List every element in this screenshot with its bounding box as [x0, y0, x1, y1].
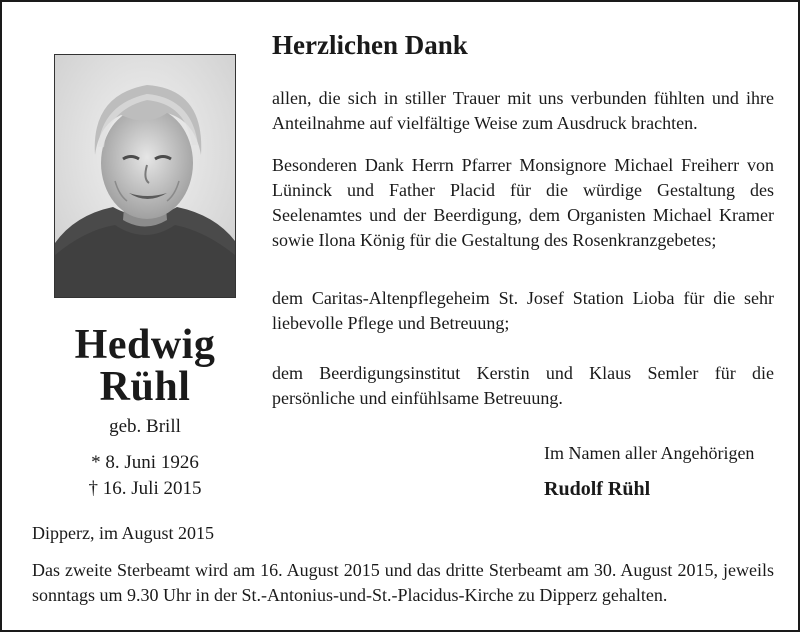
signature-name: Rudolf Rühl [544, 478, 651, 500]
death-date: † 16. Juli 2015 [88, 478, 202, 499]
thanks-paragraph: Besonderen Dank Herrn Pfarrer Monsignore Michael Freiherr von Lüninck und Father Placid für die würdige Gestaltung des Seelenamtes und der Beerdigung, dem Organisten Michael Kramer sowie Ilona König für die Gestaltung des Rosenkranzgebetes; [272, 155, 774, 250]
thanks-paragraph: dem Caritas-Altenpflegeheim St. Josef Station Lioba für die sehr liebevolle Pflege und Betreuung; [272, 288, 774, 333]
deceased-info [42, 324, 248, 502]
deceased-last-name: Rühl [99, 364, 191, 410]
thanks-paragraph: allen, die sich in stiller Trauer mit uns verbunden fühlten und ihre Anteilnahme auf vielfältige Weise zum Ausdruck brachten. [272, 88, 774, 133]
birth-date: * 8. Juni 1926 [91, 452, 199, 473]
place-date: Dipperz, im August 2015 [32, 523, 214, 543]
maiden-name: geb. Brill [109, 416, 181, 437]
notice-headline: Herzlichen Dank [272, 30, 468, 60]
requiem-info: Das zweite Sterbeamt wird am 16. August 2015 und das dritte Sterbeamt am 30. August 2015, jeweils sonntags um 9.30 Uhr in der St.-Antonius-und-St.-Placidus-Kirche zu Dipperz gehalten. [32, 560, 774, 605]
thanks-paragraph: dem Beerdigungsinstitut Kerstin und Klaus Semler für die persönliche und einfühlsame Betreuung. [272, 363, 774, 408]
deceased-first-name: Hedwig [74, 322, 216, 368]
signature-intro: Im Namen aller Angehörigen [544, 443, 755, 463]
portrait-photo [54, 54, 236, 298]
